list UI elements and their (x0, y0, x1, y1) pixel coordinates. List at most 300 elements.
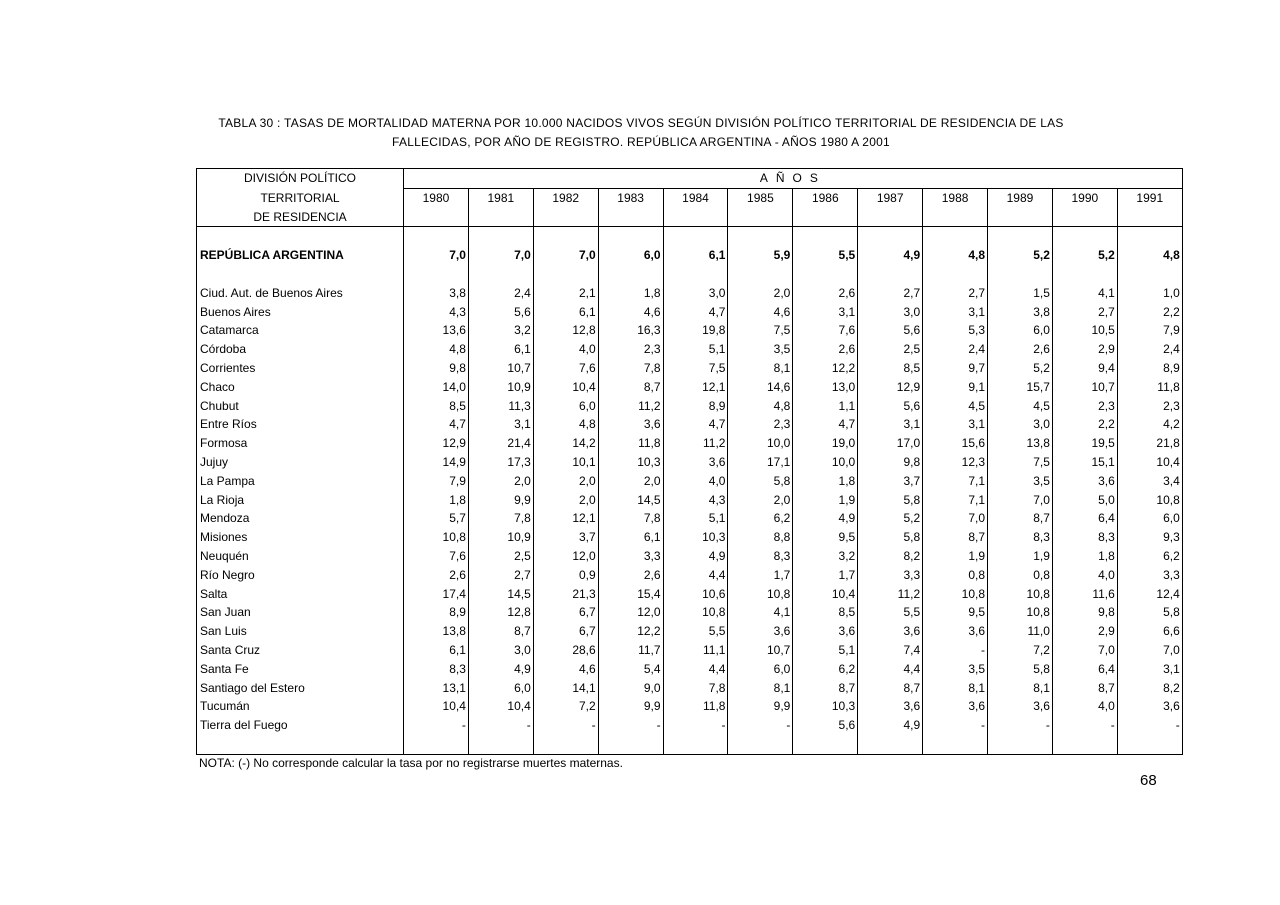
rate-cell: 19,8 (663, 321, 728, 340)
rate-cell: 5,8 (988, 660, 1053, 679)
rate-cell: 9,0 (598, 679, 663, 698)
rate-cell: 3,5 (988, 472, 1053, 491)
rate-cell: 1,7 (728, 566, 793, 585)
rate-cell: 13,1 (404, 679, 469, 698)
rate-cell: - (468, 716, 533, 735)
rate-cell: 5,5 (858, 603, 923, 622)
rate-cell: 2,0 (533, 472, 598, 491)
header-blank-cell (793, 208, 858, 227)
row-label: San Juan (197, 603, 404, 622)
rate-cell: 11,7 (598, 641, 663, 660)
rate-cell: 3,1 (923, 415, 988, 434)
rate-cell: 5,6 (468, 303, 533, 322)
rate-cell: 8,1 (988, 679, 1053, 698)
header-blank-cell (1052, 208, 1117, 227)
rate-cell: 6,4 (1052, 660, 1117, 679)
rate-cell: 3,0 (858, 303, 923, 322)
header-division-line-2: TERRITORIAL (197, 188, 404, 207)
row-label: Río Negro (197, 566, 404, 585)
rate-cell: 2,2 (1052, 415, 1117, 434)
rate-cell: 13,0 (793, 378, 858, 397)
spacer-cell (988, 735, 1053, 754)
rate-cell: 8,9 (663, 397, 728, 416)
rate-cell: 5,1 (793, 641, 858, 660)
year-header-cell: 1987 (858, 188, 923, 207)
rate-cell: 0,8 (988, 566, 1053, 585)
rate-cell: 1,8 (598, 284, 663, 303)
rate-cell: 15,7 (988, 378, 1053, 397)
rate-cell: 1,9 (793, 491, 858, 510)
table-note: NOTA: (-) No corresponde calcular la tasa por no registrarse muertes maternas. (199, 756, 623, 770)
year-header-cell: 1988 (923, 188, 988, 207)
row-label: La Rioja (197, 491, 404, 510)
rate-cell: 10,7 (468, 359, 533, 378)
rate-cell: 7,8 (598, 509, 663, 528)
header-blank-cell (468, 208, 533, 227)
rate-cell: 2,0 (468, 472, 533, 491)
rate-cell: 5,1 (663, 509, 728, 528)
rate-cell: 5,5 (793, 246, 858, 265)
rate-cell: - (533, 716, 598, 735)
rate-cell: 5,8 (1117, 603, 1182, 622)
rate-cell: 8,5 (793, 603, 858, 622)
rate-cell: 2,2 (1117, 303, 1182, 322)
rate-cell: 6,0 (988, 321, 1053, 340)
year-header-cell: 1982 (533, 188, 598, 207)
rate-cell: 7,1 (923, 472, 988, 491)
rate-cell: 8,3 (988, 528, 1053, 547)
spacer-cell (197, 227, 404, 246)
rate-cell: 7,5 (988, 453, 1053, 472)
rate-cell: 7,6 (793, 321, 858, 340)
rate-cell: 6,1 (663, 246, 728, 265)
rate-cell: 11,0 (988, 622, 1053, 641)
rate-cell: 15,4 (598, 585, 663, 604)
spacer-cell (858, 265, 923, 284)
title-line-1: TABLA 30 : TASAS DE MORTALIDAD MATERNA POR 10.000 NACIDOS VIVOS SEGÚN DIVISIÓN POLÍTICO TERRITORIAL DE RESIDENCIA DE LAS (218, 116, 1064, 130)
rate-cell: 2,4 (1117, 340, 1182, 359)
spacer-cell (1052, 735, 1117, 754)
year-header-cell: 1983 (598, 188, 663, 207)
spacer-cell (793, 735, 858, 754)
header-blank-cell (1117, 208, 1182, 227)
spacer-cell (728, 735, 793, 754)
rate-cell: 14,1 (533, 679, 598, 698)
rate-cell: 12,4 (1117, 585, 1182, 604)
rate-cell: 7,1 (923, 491, 988, 510)
table-row (197, 397, 1183, 416)
rate-cell: 3,3 (1117, 566, 1182, 585)
rate-cell: 4,4 (663, 566, 728, 585)
rate-cell: 10,8 (988, 603, 1053, 622)
rate-cell: 3,6 (663, 453, 728, 472)
spacer-row (197, 227, 1183, 246)
rate-cell: 10,4 (1117, 453, 1182, 472)
rate-cell: - (663, 716, 728, 735)
rate-cell: - (923, 641, 988, 660)
rate-cell: 3,1 (793, 303, 858, 322)
table-row (197, 547, 1183, 566)
rate-cell: 2,0 (533, 491, 598, 510)
rate-cell: 4,0 (533, 340, 598, 359)
rate-cell: 1,9 (923, 547, 988, 566)
rate-cell: 6,0 (728, 660, 793, 679)
rate-cell: 3,5 (728, 340, 793, 359)
rate-cell: 3,6 (1117, 697, 1182, 716)
rate-cell: 7,0 (988, 491, 1053, 510)
rate-cell: 19,5 (1052, 434, 1117, 453)
rate-cell: 6,2 (793, 660, 858, 679)
rate-cell: 12,9 (404, 434, 469, 453)
year-header-cell: 1991 (1117, 188, 1182, 207)
rate-cell: 4,3 (404, 303, 469, 322)
year-header-cell: 1990 (1052, 188, 1117, 207)
rate-cell: 1,7 (793, 566, 858, 585)
rate-cell: 3,1 (1117, 660, 1182, 679)
rate-cell: 2,7 (858, 284, 923, 303)
rate-cell: 3,3 (598, 547, 663, 566)
rate-cell: 6,1 (468, 340, 533, 359)
rate-cell: 3,7 (858, 472, 923, 491)
rate-cell: 2,3 (728, 415, 793, 434)
spacer-cell (598, 227, 663, 246)
rate-cell: 5,1 (663, 340, 728, 359)
spacer-cell (404, 735, 469, 754)
rate-cell: 3,3 (858, 566, 923, 585)
spacer-cell (1117, 265, 1182, 284)
rate-cell: 4,9 (858, 716, 923, 735)
rate-cell: 4,7 (404, 415, 469, 434)
rate-cell: 8,9 (1117, 359, 1182, 378)
rate-cell: - (988, 716, 1053, 735)
year-header-cell: 1984 (663, 188, 728, 207)
rate-cell: 7,0 (1052, 641, 1117, 660)
rate-cell: 4,7 (793, 415, 858, 434)
rate-cell: 11,2 (858, 585, 923, 604)
table-row (197, 321, 1183, 340)
spacer-cell (988, 227, 1053, 246)
row-label: San Luis (197, 622, 404, 641)
rate-cell: 6,0 (598, 246, 663, 265)
rate-cell: 10,8 (728, 585, 793, 604)
rate-cell: 8,7 (858, 679, 923, 698)
rate-cell: 2,5 (858, 340, 923, 359)
header-blank-cell (728, 208, 793, 227)
header-blank-cell (598, 208, 663, 227)
rate-cell: 2,3 (1117, 397, 1182, 416)
rate-cell: 10,9 (468, 378, 533, 397)
rate-cell: 9,5 (793, 528, 858, 547)
rate-cell: 7,8 (663, 679, 728, 698)
rate-cell: 8,7 (793, 679, 858, 698)
rate-cell: 6,0 (468, 679, 533, 698)
year-header-cell: 1986 (793, 188, 858, 207)
spacer-cell (1052, 227, 1117, 246)
rate-cell: 5,8 (858, 528, 923, 547)
rate-cell: 3,6 (793, 622, 858, 641)
rate-cell: 3,7 (533, 528, 598, 547)
rate-cell: 3,4 (1117, 472, 1182, 491)
rate-cell: 8,1 (728, 359, 793, 378)
rate-cell: 2,6 (404, 566, 469, 585)
rate-cell: 9,8 (858, 453, 923, 472)
rate-cell: 5,2 (988, 246, 1053, 265)
rate-cell: 5,6 (858, 321, 923, 340)
table-row (197, 453, 1183, 472)
spacer-cell (858, 227, 923, 246)
spacer-cell (468, 227, 533, 246)
row-label: Chubut (197, 397, 404, 416)
spacer-cell (197, 735, 404, 754)
rate-cell: 9,9 (728, 697, 793, 716)
rate-cell: 12,2 (793, 359, 858, 378)
rate-cell: 6,1 (404, 641, 469, 660)
rate-cell: 15,1 (1052, 453, 1117, 472)
rate-cell: 1,1 (793, 397, 858, 416)
rate-cell: 8,8 (728, 528, 793, 547)
rate-cell: 19,0 (793, 434, 858, 453)
rate-cell: 21,3 (533, 585, 598, 604)
rate-cell: 12,1 (663, 378, 728, 397)
rate-cell: 9,5 (923, 603, 988, 622)
rate-cell: 11,8 (663, 697, 728, 716)
table-row (197, 716, 1183, 735)
rate-cell: 6,0 (533, 397, 598, 416)
rate-cell: 4,7 (663, 303, 728, 322)
rate-cell: 14,2 (533, 434, 598, 453)
rate-cell: 3,6 (923, 622, 988, 641)
rate-cell: 5,2 (988, 359, 1053, 378)
spacer-row (197, 265, 1183, 284)
rate-cell: - (598, 716, 663, 735)
rate-cell: 7,9 (1117, 321, 1182, 340)
year-header-cell: 1980 (404, 188, 469, 207)
rate-cell: 2,0 (728, 491, 793, 510)
rate-cell: 4,9 (793, 509, 858, 528)
rate-cell: 5,8 (858, 491, 923, 510)
table-row (197, 472, 1183, 491)
rate-cell: 15,6 (923, 434, 988, 453)
rate-cell: 7,8 (598, 359, 663, 378)
rate-cell: 14,6 (728, 378, 793, 397)
spacer-cell (1052, 265, 1117, 284)
rate-cell: 3,6 (988, 697, 1053, 716)
table-title (196, 114, 1086, 152)
rate-cell: 3,6 (1052, 472, 1117, 491)
rate-cell: 14,5 (468, 585, 533, 604)
rate-cell: 9,8 (404, 359, 469, 378)
table-row (197, 528, 1183, 547)
rate-cell: 10,1 (533, 453, 598, 472)
rate-cell: 10,5 (1052, 321, 1117, 340)
rate-cell: 6,2 (1117, 547, 1182, 566)
rate-cell: 6,7 (533, 603, 598, 622)
rate-cell: 3,6 (858, 697, 923, 716)
rate-cell: 5,0 (1052, 491, 1117, 510)
rate-cell: 8,3 (1052, 528, 1117, 547)
header-division-line-3: DE RESIDENCIA (197, 208, 404, 227)
rate-cell: 7,2 (988, 641, 1053, 660)
rate-cell: 2,7 (468, 566, 533, 585)
rate-cell: 2,1 (533, 284, 598, 303)
rate-cell: 5,7 (404, 509, 469, 528)
rate-cell: 7,9 (404, 472, 469, 491)
rate-cell: 6,0 (1117, 509, 1182, 528)
rate-cell: 3,6 (858, 622, 923, 641)
rate-cell: 4,7 (663, 415, 728, 434)
header-blank-cell (988, 208, 1053, 227)
rate-cell: 8,2 (1117, 679, 1182, 698)
rate-cell: - (923, 716, 988, 735)
rate-cell: 8,7 (598, 378, 663, 397)
rate-cell: 3,1 (858, 415, 923, 434)
rate-cell: 14,9 (404, 453, 469, 472)
rate-cell: 9,9 (598, 697, 663, 716)
row-label: Neuquén (197, 547, 404, 566)
rate-cell: 6,2 (728, 509, 793, 528)
rate-cell: 2,4 (468, 284, 533, 303)
row-label: Santa Fe (197, 660, 404, 679)
spacer-cell (663, 735, 728, 754)
rate-cell: 17,1 (728, 453, 793, 472)
rate-cell: 2,9 (1052, 622, 1117, 641)
spacer-cell (793, 265, 858, 284)
rate-cell: 3,2 (793, 547, 858, 566)
rate-cell: 5,6 (793, 716, 858, 735)
table-row (197, 697, 1183, 716)
rate-cell: 3,8 (404, 284, 469, 303)
rate-cell: 11,2 (663, 434, 728, 453)
rate-cell: 4,1 (1052, 284, 1117, 303)
rate-cell: 10,4 (468, 697, 533, 716)
row-label: Corrientes (197, 359, 404, 378)
spacer-cell (728, 265, 793, 284)
spacer-cell (404, 265, 469, 284)
rate-cell: 13,6 (404, 321, 469, 340)
rate-cell: 1,8 (1052, 547, 1117, 566)
rate-cell: 4,8 (533, 415, 598, 434)
rate-cell: 7,0 (404, 246, 469, 265)
header-blank-cell (858, 208, 923, 227)
rate-cell: 3,0 (988, 415, 1053, 434)
header-years-group: AÑOS (404, 169, 1183, 189)
rate-cell: - (404, 716, 469, 735)
rate-cell: 13,8 (988, 434, 1053, 453)
rate-cell: 8,7 (923, 528, 988, 547)
rate-cell: 9,3 (1117, 528, 1182, 547)
rate-cell: 4,8 (728, 397, 793, 416)
rate-cell: 10,3 (793, 697, 858, 716)
rate-cell: 28,6 (533, 641, 598, 660)
rate-cell: - (728, 716, 793, 735)
rate-cell: 12,3 (923, 453, 988, 472)
rate-cell: 14,5 (598, 491, 663, 510)
table-row (197, 603, 1183, 622)
rate-cell: 2,3 (598, 340, 663, 359)
rate-cell: 12,1 (533, 509, 598, 528)
table-row (197, 585, 1183, 604)
rate-cell: 3,6 (728, 622, 793, 641)
header-blank-cell (663, 208, 728, 227)
rate-cell: 1,9 (988, 547, 1053, 566)
rate-cell: 16,3 (598, 321, 663, 340)
rate-cell: 2,3 (1052, 397, 1117, 416)
rate-cell: 4,8 (1117, 246, 1182, 265)
rate-cell: 10,4 (533, 378, 598, 397)
table-row (197, 340, 1183, 359)
rate-cell: 7,0 (923, 509, 988, 528)
rate-cell: 4,6 (728, 303, 793, 322)
rate-cell: 6,7 (533, 622, 598, 641)
rate-cell: 10,8 (1117, 491, 1182, 510)
spacer-cell (793, 227, 858, 246)
row-label: Buenos Aires (197, 303, 404, 322)
header-blank-cell (404, 208, 469, 227)
rate-cell: 5,9 (728, 246, 793, 265)
rate-cell: 4,6 (533, 660, 598, 679)
row-label: La Pampa (197, 472, 404, 491)
row-label: Tierra del Fuego (197, 716, 404, 735)
rate-cell: 8,9 (404, 603, 469, 622)
year-header-cell: 1985 (728, 188, 793, 207)
rate-cell: 4,3 (663, 491, 728, 510)
rate-cell: 4,2 (1117, 415, 1182, 434)
rate-cell: 12,2 (598, 622, 663, 641)
row-label: Salta (197, 585, 404, 604)
rate-cell: 12,8 (533, 321, 598, 340)
rate-cell: 5,6 (858, 397, 923, 416)
spacer-cell (468, 265, 533, 284)
rate-cell: 11,8 (1117, 378, 1182, 397)
rate-cell: 4,4 (663, 660, 728, 679)
rate-cell: 9,4 (1052, 359, 1117, 378)
spacer-cell (1117, 227, 1182, 246)
rate-cell: 2,0 (598, 472, 663, 491)
rate-cell: 0,9 (533, 566, 598, 585)
rate-cell: 17,3 (468, 453, 533, 472)
spacer-cell (923, 265, 988, 284)
row-label: Ciud. Aut. de Buenos Aires (197, 284, 404, 303)
rate-cell: 10,4 (793, 585, 858, 604)
spacer-cell (404, 227, 469, 246)
rate-cell: 8,3 (404, 660, 469, 679)
rate-cell: 17,0 (858, 434, 923, 453)
rate-cell: 2,5 (468, 547, 533, 566)
rate-cell: 4,6 (598, 303, 663, 322)
national-total-row (197, 246, 1183, 265)
spacer-cell (533, 227, 598, 246)
rate-cell: 9,1 (923, 378, 988, 397)
rate-cell: 3,1 (468, 415, 533, 434)
rate-cell: 5,2 (858, 509, 923, 528)
row-label: Córdoba (197, 340, 404, 359)
rate-cell: 3,5 (923, 660, 988, 679)
table-row (197, 679, 1183, 698)
rate-cell: 8,7 (468, 622, 533, 641)
rate-cell: 11,3 (468, 397, 533, 416)
rate-cell: 1,5 (988, 284, 1053, 303)
table-row (197, 303, 1183, 322)
spacer-cell (988, 265, 1053, 284)
rate-cell: 10,0 (728, 434, 793, 453)
rate-cell: 0,8 (923, 566, 988, 585)
spacer-cell (923, 227, 988, 246)
rate-cell: 2,6 (793, 340, 858, 359)
table-row (197, 660, 1183, 679)
rate-cell: 3,8 (988, 303, 1053, 322)
rate-cell: 5,8 (728, 472, 793, 491)
rate-cell: 13,8 (404, 622, 469, 641)
